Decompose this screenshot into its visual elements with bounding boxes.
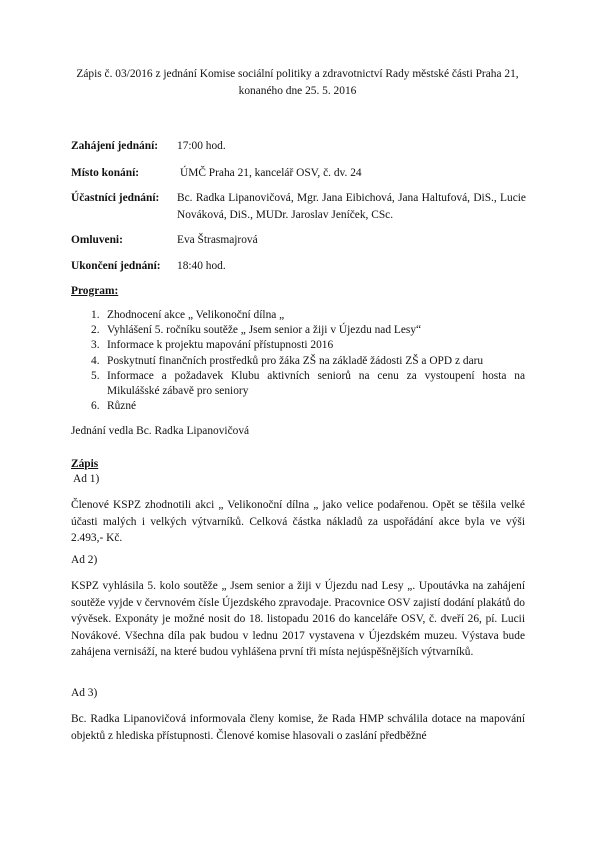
info-label: Účastníci jednání: [71, 192, 160, 204]
program-item: 2. Vyhlášení 5. ročníku soutěže „ Jsem senior a žiji v Újezdu nad Lesy“ [91, 324, 422, 337]
program-heading: Program: [71, 285, 119, 297]
program-list [71, 308, 525, 414]
info-label: Omluveni: [71, 234, 123, 246]
document-title: Zápis č. 03/2016 z jednání Komise sociální politiky a zdravotnictví Rady městské části Praha 21, konaného dne 25. 5. 2016 [76, 68, 519, 97]
section-heading: Ad 3) [71, 687, 98, 699]
program-item: 5. Informace a požadavek Klubu aktivních seniorů na cenu za vystoupení hosta na Mikulášské zábavě pro seniory [91, 369, 525, 398]
info-value: Eva Štrasmajrová [177, 234, 258, 246]
info-value: 17:00 hod. [177, 140, 226, 152]
info-label: Místo konání: [71, 167, 140, 179]
section-text: KSPZ vyhlásila 5. kolo soutěže „ Jsem senior a žiji v Újezdu nad Lesy „. Upoutávka na zahájení soutěže vyjde v červnovém čísle Újezdského zpravodaje. Pracovnice OSV zajistí dodání plakátů do vývěsek. Exponáty je možné nosit do 18. listopadu 2016 do kanceláře OSV, č. dveří 26, pí. Lucii Novákové. Všechna díla pak budou v lednu 2017 vystavena v Újezdském muzeu. Výstava bude zahájena vernisáží, na které budou vyhlášena první tři místa nejúspěšnějších výtvarníků. [71, 580, 525, 658]
info-label: Zahájení jednání: [71, 140, 159, 152]
section-text: Bc. Radka Lipanovičová informovala členy komise, že Rada HMP schválila dotace na mapování objektů z hlediska přístupnosti. Členové komise hlasovali o zaslání předběžné [71, 713, 525, 742]
section-heading: Ad 1) [73, 473, 100, 485]
section-heading: Ad 2) [71, 554, 98, 566]
program-item: 1. Zhodnocení akce „ Velikonoční dílna „ [91, 309, 285, 321]
program-item: 6. Různé [91, 400, 137, 413]
info-label: Ukončení jednání: [71, 260, 161, 272]
info-value: 18:40 hod. [177, 260, 226, 272]
info-value: ÚMČ Praha 21, kancelář OSV, č. dv. 24 [180, 167, 362, 179]
program-item: 3. Informace k projektu mapování přístupnosti 2016 [91, 339, 334, 352]
program-item: 4. Poskytnutí finančních prostředků pro žáka ZŠ na základě žádosti ZŠ a OPD z daru [91, 354, 484, 367]
info-value: Bc. Radka Lipanovičová, Mgr. Jana Eibichová, Jana Haltufová, DiS., Lucie Nováková, DiS., MUDr. Jaroslav Jeníček, CSc. [177, 192, 526, 221]
section-text: Členové KSPZ zhodnotili akci „ Velikonoční dílna „ jako velice podařenou. Opět se těšila velké účasti malých i velkých výtvarníků. Celková částka nákladů za uspořádání akce byla ve výši 2.493,- Kč. [71, 499, 525, 544]
minutes-heading: Zápis [71, 458, 99, 470]
chair-note: Jednání vedla Bc. Radka Lipanovičová [71, 425, 250, 437]
